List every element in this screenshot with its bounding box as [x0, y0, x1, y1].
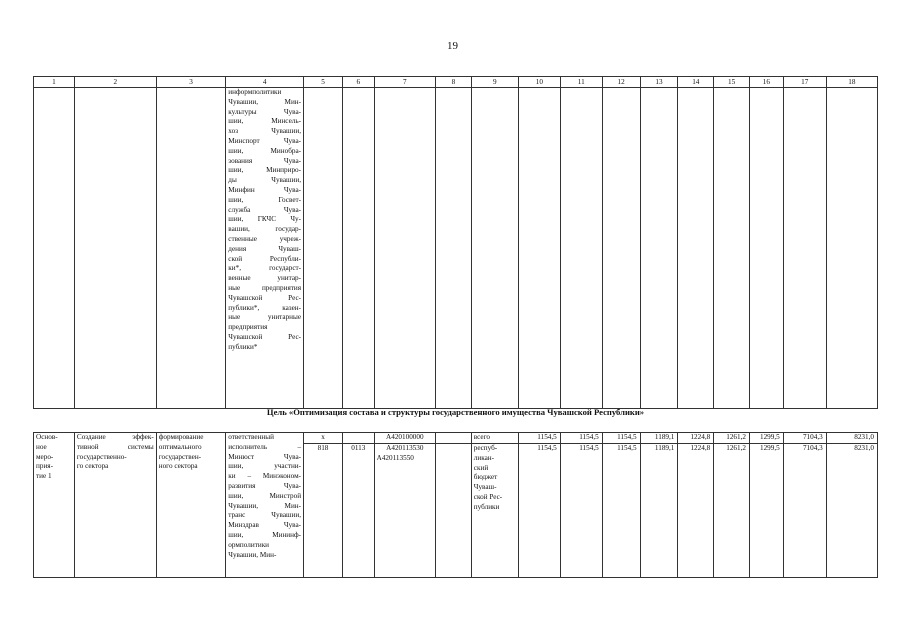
- text-line: формирование: [158, 433, 204, 441]
- text-line: транс Чувашии,: [228, 511, 302, 520]
- cell: [750, 88, 784, 409]
- text-line: ской Республи-: [228, 254, 302, 263]
- header-cell: 11: [560, 77, 602, 88]
- text-line: Чувашии, Мин-: [228, 550, 277, 559]
- cell: 7104,3: [783, 444, 826, 578]
- cell: 1224,8: [678, 444, 714, 578]
- text-line: культуры Чува-: [228, 107, 302, 116]
- text-line: тивной системы: [76, 442, 154, 451]
- cell: [714, 88, 750, 409]
- text-line: шии, ГКЧС Чу-: [228, 215, 302, 224]
- header-cell: 5: [304, 77, 343, 88]
- text-line: шии, Госвет-: [228, 195, 302, 204]
- cell: [374, 88, 435, 409]
- cell: 1154,5: [602, 444, 640, 578]
- cell: [342, 88, 374, 409]
- text-line: шии, Мининф-: [228, 530, 302, 539]
- cell: [678, 88, 714, 409]
- text-line: Чувашской Рес-: [228, 293, 302, 302]
- text-line: Минздрав Чува-: [228, 521, 302, 530]
- cell: [471, 88, 518, 409]
- cell: [783, 88, 826, 409]
- cell: 1224,8: [678, 433, 714, 444]
- text-line: Минфин Чува-: [228, 185, 302, 194]
- continuation-table: [33, 76, 878, 409]
- header-cell: 12: [602, 77, 640, 88]
- text-line: ного сектора: [158, 462, 198, 471]
- text-line: вашии, государ-: [228, 225, 302, 234]
- cell: х: [304, 433, 343, 444]
- text-line: Чувашии, Мин-: [228, 501, 302, 510]
- text-line: государствен-: [158, 452, 202, 461]
- header-cell: 2: [74, 77, 156, 88]
- text-line: оптимального: [158, 442, 202, 451]
- text-line: исполнитель –: [228, 442, 302, 451]
- cell: [156, 88, 226, 409]
- text-line: ской Рес-: [473, 492, 503, 501]
- cell: 1154,5: [518, 433, 560, 444]
- text-line: ные предприятия: [228, 283, 302, 292]
- header-cell: 7: [374, 77, 435, 88]
- text-line: шии, Минприро-: [228, 166, 302, 175]
- cell: 1261,2: [714, 444, 750, 578]
- cell-col4-continuation: [226, 88, 304, 409]
- text-line: публики: [473, 502, 500, 511]
- text-line: публики*, казен-: [228, 303, 302, 312]
- text-line: дения Чуваш-: [228, 244, 302, 253]
- cell: 7104,3: [783, 433, 826, 444]
- header-cell: 10: [518, 77, 560, 88]
- cell: [518, 88, 560, 409]
- cell-activity-type: [34, 433, 75, 578]
- text-line: Чувашии, Мин-: [228, 97, 302, 106]
- goal-title: Цель «Оптимизация состава и структуры государственного имущества Чувашской Республики»: [266, 407, 645, 417]
- header-cell: 16: [750, 77, 784, 88]
- text-line: развития Чува-: [228, 481, 302, 490]
- header-cell: 13: [640, 77, 678, 88]
- cell-activity-name: [74, 433, 156, 578]
- code-line: А420113550: [376, 453, 414, 462]
- text-line: Минспорт Чува-: [228, 136, 302, 145]
- text-line: тие 1: [36, 472, 52, 481]
- cell: [640, 88, 678, 409]
- header-cell: 8: [436, 77, 472, 88]
- text-line: ответственный: [228, 433, 274, 441]
- text-line: прия-: [36, 462, 53, 471]
- cell: 8231,0: [826, 444, 877, 578]
- cell-activity-goal: [156, 433, 226, 578]
- text-line: Минюст Чува-: [228, 452, 302, 461]
- cell: 1189,1: [640, 433, 678, 444]
- text-line: информполитики: [228, 88, 282, 96]
- cell: [560, 88, 602, 409]
- cell: 1154,5: [560, 444, 602, 578]
- text-line: меро-: [36, 452, 54, 461]
- text-line: ки – Минэконом-: [228, 472, 302, 481]
- text-line: го сектора: [76, 462, 109, 471]
- cell: 1299,5: [750, 444, 784, 578]
- activity-table: [33, 432, 878, 578]
- cell: [342, 433, 374, 444]
- cell: 1189,1: [640, 444, 678, 578]
- cell-budget-codes: [374, 444, 435, 578]
- cell: [826, 88, 877, 409]
- text-line: Чуваш-: [473, 483, 497, 492]
- text-line: публики*: [228, 342, 258, 351]
- cell-executor: [226, 433, 304, 578]
- text-line: ки*, государст-: [228, 264, 302, 273]
- text-line: бюджет: [473, 473, 498, 482]
- cell: 8231,0: [826, 433, 877, 444]
- text-line: служба Чува-: [228, 205, 302, 214]
- cell: [436, 444, 472, 578]
- text-line: зования Чува-: [228, 156, 302, 165]
- text-line: ное: [36, 442, 47, 451]
- text-line: Основ-: [36, 433, 58, 441]
- cell: [304, 88, 343, 409]
- code-line: А420113530: [386, 444, 424, 452]
- text-line: ский: [473, 463, 489, 472]
- header-cell: 9: [471, 77, 518, 88]
- cell: 1154,5: [602, 433, 640, 444]
- text-line: ормполитики: [228, 540, 270, 549]
- cell: 1261,2: [714, 433, 750, 444]
- text-line: шии, участни-: [228, 462, 302, 471]
- header-cell: 17: [783, 77, 826, 88]
- header-cell: 14: [678, 77, 714, 88]
- text-line: ные унитарные: [228, 313, 302, 322]
- cell-funding-source: [471, 444, 518, 578]
- cell: А420100000: [374, 433, 435, 444]
- page-number: 19: [447, 40, 458, 52]
- text-line: Чувашской Рес-: [228, 332, 302, 341]
- header-cell: 6: [342, 77, 374, 88]
- cell: 1299,5: [750, 433, 784, 444]
- cell: [436, 88, 472, 409]
- header-cell: 15: [714, 77, 750, 88]
- text-line: хоз Чувашии,: [228, 127, 302, 136]
- text-line: шии, Минсель-: [228, 117, 302, 126]
- header-cell: 1: [34, 77, 75, 88]
- table-row: [34, 433, 878, 444]
- cell: 818: [304, 444, 343, 578]
- cell: 1154,5: [560, 433, 602, 444]
- text-line: шии, Минстрой: [228, 491, 302, 500]
- header-cell: 4: [226, 77, 304, 88]
- cell: [602, 88, 640, 409]
- header-cell: 3: [156, 77, 226, 88]
- text-line: реcпуб-: [473, 444, 498, 452]
- text-line: венные унитар-: [228, 274, 302, 283]
- cell: всего: [471, 433, 518, 444]
- text-line: государственно-: [76, 452, 127, 461]
- header-row: [34, 77, 878, 88]
- text-line: ды Чувашии,: [228, 176, 302, 185]
- text-line: ликан-: [473, 453, 495, 462]
- text-line: шии, Минобра-: [228, 146, 302, 155]
- cell: [436, 433, 472, 444]
- table-row: [34, 88, 878, 409]
- cell: 0113: [342, 444, 374, 578]
- cell: [74, 88, 156, 409]
- cell: [34, 88, 75, 409]
- text-line: предприятия: [228, 323, 268, 332]
- text-line: ственные учреж-: [228, 234, 302, 243]
- text-line: Создание эффек-: [76, 433, 154, 441]
- header-cell: 18: [826, 77, 877, 88]
- cell: 1154,5: [518, 444, 560, 578]
